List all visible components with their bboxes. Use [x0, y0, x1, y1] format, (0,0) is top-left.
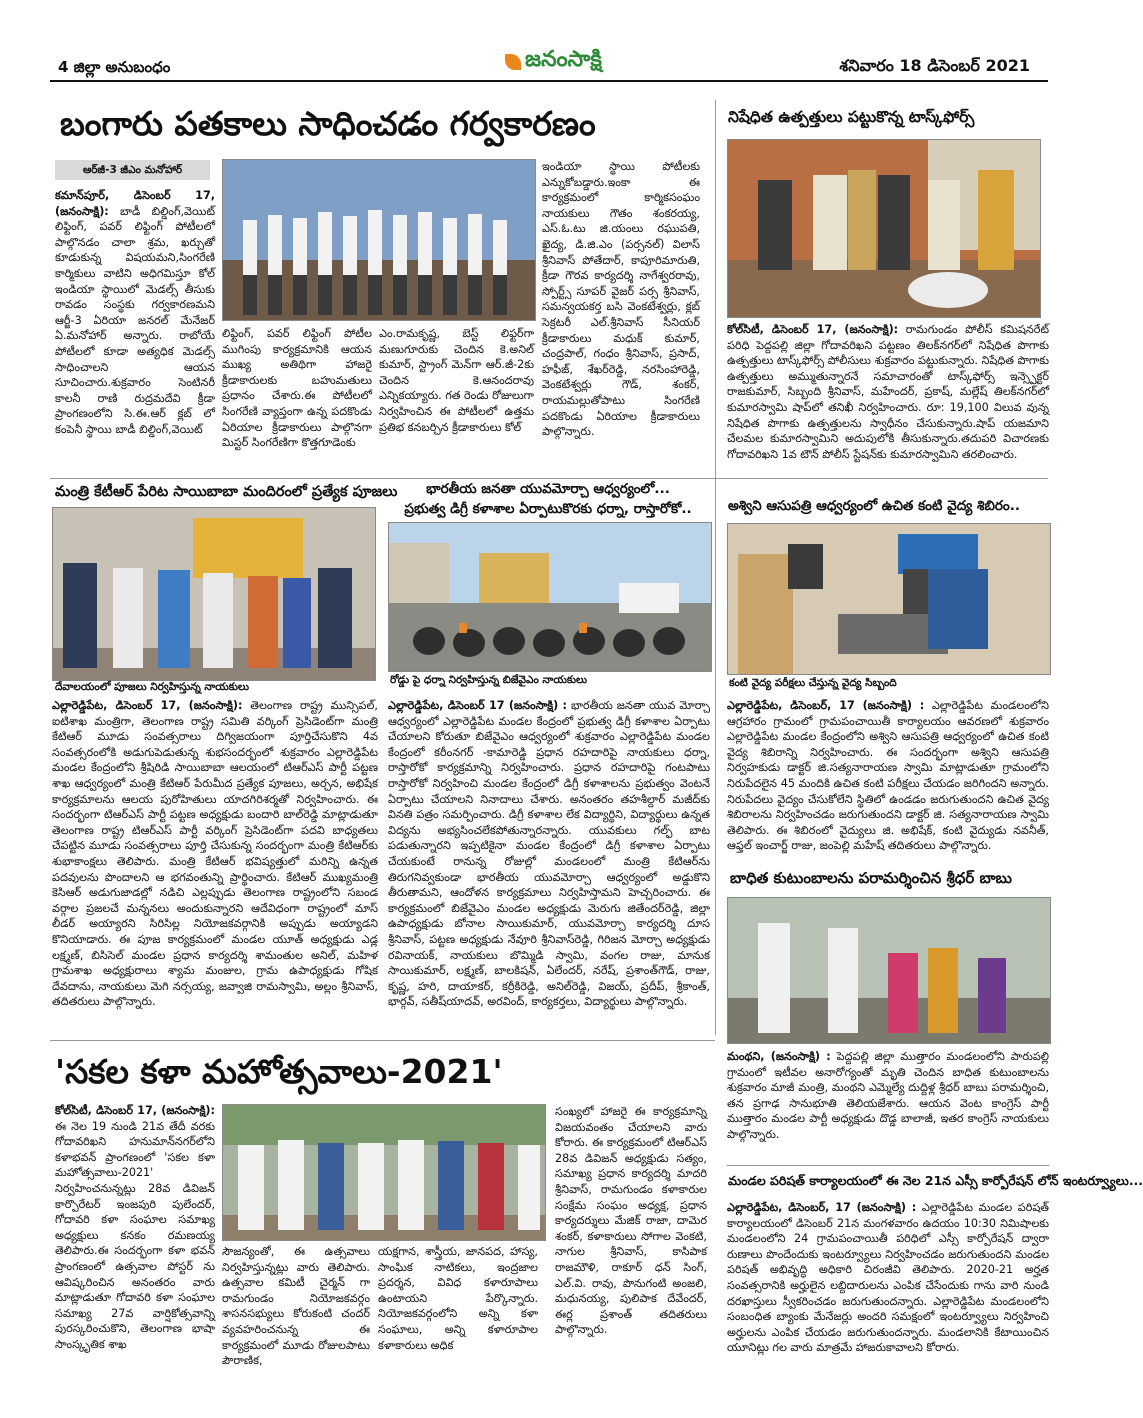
story2-headline: నిషేధిత ఉత్పత్తులు పట్టుకొన్న టాస్క్‌ఫోర్స్ [728, 108, 975, 126]
story4-headline-line2: ప్రభుత్వ డిగ్రీ కళాశాల ఏర్పాటుకొరకు ధర్నా, రాస్తారోకో.. [404, 501, 692, 517]
story3-headline: మంత్రి కేటీఆర్ పేరిట సాయిబాబా మందిరంలో ప్రత్యేక పూజలు [55, 484, 398, 500]
story5-body [727, 698, 1049, 868]
story8-dateline: ఎల్లారెడ్డిపేట, డిసెంబర్, 17 (జనంసాక్షి) : [727, 1201, 917, 1214]
story4-body [388, 698, 710, 1038]
story4-text: భారతీయ జనతా యువ మోర్చా ఆధ్వర్యంలో ఎల్లారెడ్డిపేట మండల కేంద్రంలో ప్రభుత్వ డిగ్రీ కళాశాల ఏర్పాటు చేయాలని కోరుతూ బిజేవైఎం ఆధ్వర్యంలో శుక్రవారం ఎల్లారెడ్డిపేట మండల కేంద్రంలో కరీంనగర్ -కామారెడ్డి ప్రధాన రహదారిపై నాయకులు ధర్నా, రాస్తారోకో కార్యక్రమాన్ని నిర్వహించారు. ప్రధాన రహదారిపై గంటపాటు రాస్తారోకో నిర్వహించి మండల కేంద్రంలో డిగ్రీ కళాశాలను ప్రభుత్వం వెంటనే ఏర్పాటు చేయాలని నినాదాలు చేశారు. అనంతరం తహశీల్దార్ మజీద్‌కు వినతి పత్రం సమర్పించారు. డిగ్రీ కళాశాల లేక విద్యార్థిని, విద్యార్థులు ఉన్నత విద్యను అభ్యసించలేకపోతున్నారన్నారు. యువకులు గల్ఫ్ బాట పడుతున్నారని ఇప్పటికైనా మండల కేంద్రంలో డిగ్రీ కళాశాల ఏర్పాటు చేయకుంటే రానున్న రోజుల్లో మండలంలో మంత్రి కేటిఆర్‌ను తిరుగనివ్వకుండా భారతీయ యువమోర్చా ఆధ్వర్యంలో అడ్డుకొని తీరుతామని, ఆందోళన కార్యక్రమాలు నిర్వహిస్తామని హెచ్చరించారు. ఈ కార్యక్రమంలో బిజేవైఎం మండల అధ్యక్షుడు మెరుగు జితేందర్‌రెడ్డి, జిల్లా ఉపాధ్యక్షుడు బోనాల సాయికుమార్, యువమోర్చా కార్యదర్శి దూస శ్రీనివాస్, పట్టణ అధ్యక్షుడు నేవూరి శ్రీనివాస్‌రెడ్డి, గిరిజన మోర్చా అధ్యక్షుడు రవినాయక్, నాయకులు బొమ్మిడి స్వామి, వంగల రాజు, మానుక సాయికుమార్, లక్ష్మణ్, బాలకిషన్, ఏలేందర్, నరేష్, ప్రశాంత్‌గౌడ్, రాజు, కృష్ణ, హరి, దాయాకర్, కర్రీకిరెడ్డి, అనిల్‌రెడ్డి, విజయ్, ప్రదీప్, శ్రీకాంత్, భార్గవ్, సతీష్‌యాదవ్, అరవింద్, కార్యకర్తలు, విద్యార్థులు పాల్గొన్నారు. [388, 699, 710, 1009]
masthead-logo [505, 48, 602, 76]
story3-caption: దేవాలయంలో పూజలు నిర్వహిస్తున్న నాయకులు [55, 681, 249, 693]
story7-col2 [222, 1244, 370, 1379]
story4-photo [388, 522, 712, 672]
divider-3 [727, 1165, 1049, 1166]
story2-photo [727, 139, 1041, 318]
column-rule [715, 100, 716, 1035]
story6-headline: బాధిత కుటుంబాలను పరామర్శించిన శ్రీధర్ బాబు [730, 869, 1012, 887]
story3-body [52, 698, 378, 1038]
logo-text: జనంసాక్షి [525, 47, 602, 72]
page-label: 4 జిల్లా అనుబంధం [58, 58, 171, 76]
story2-dateline: కోల్‌సిటీ, డిసెంబర్ 17, (జనంసాక్షి): [727, 323, 899, 336]
story4-caption: రోడ్డు పై ధర్నా నిర్వహిస్తున్న బిజేవైఎం నాయకులు [390, 674, 588, 686]
story5-text: ఎల్లారెడ్డిపేట మండలంలోని ఆగ్రహారం గ్రామంలో గ్రామపంచాయితీ కార్యాలయం ఆవరణలో శుక్రవారం ఎల్లారెడ్డిపేట మండల కేంద్రంలోని అశ్విని ఆసుపత్రి ఆధ్వర్యంలో ఉచిత కంటి వైద్య శిబిరాన్ని నిర్వహించారు. ఈ సందర్భంగా అశ్విని ఆసుపత్రి నిర్వహకుడు డాక్టర్ జి.సత్యనారాయణ స్వామి మాట్లాడుతూ గ్రామంలోని నిరుపేదలైన 45 మందికి ఉచిత కంటి పరీక్షలు చేయడం జరిగిందని అన్నారు. నిరుపేదలు వైద్యం చేసుకోలేని స్థితిలో ఉండడం జరుగుతుందని ఉచిత వైద్య శిబిరాలను నిర్వహించడం జరుగుతుందని డాక్టర్ జి. సత్యనారాయణ స్వామి తెలిపారు. ఈ శిబిరంలో వైద్యులు జి. అభిషేక్, కంటి వైద్యుడు నవనీత్, ఆఫ్తల్ ఇంచార్జ్ రాజు, జంపెల్లి మహేష్ తదితరులు పాల్గొన్నారు. [727, 699, 1049, 853]
story4-headline-line1: భారతీయ జనతా యువమోర్చా ఆధ్వర్యంలో... [426, 481, 670, 497]
story7-paragraph-3: యక్షగాన, శాస్త్రీయ, జానపద, హాస్య, సాంఘిక నాటికలు, ఇంద్రజాల ప్రదర్శన, వివిధ కళారూపాలు ఉంటాయని పేర్కొన్నారు. నియోజకవర్గంలోని అన్ని కళా సంఘాలు, అన్ని కళారూపాల కళాకారులు అధిక [378, 1245, 538, 1352]
masthead-date: శనివారం 18 డిసెంబర్ 2021 [839, 56, 1030, 75]
story1-paragraph-3: ఎం.రామకృష్ణ, బెస్ట్ లిఫ్టర్‌గా మణుగూరుకు చెందిన కె.అనిల్ కుమార్, స్ట్రాంగ్ మెన్‌గా ఆర్.జీ-2కు చెందిన కె.ఆనందరావు ఎన్నికయ్యారు. గత రెండు రోజులుగా నిర్వహించిన ఈ పోటీలలో ఉత్తమ ప్రతిభ కనబర్చిన క్రీడాకారులు కోల్ [379, 327, 534, 434]
story7-paragraph-1: ఈ నెల 19 నుండి 21వ తేదీ వరకు గోదావరిఖని హనుమాన్‌నగర్‌లోని కళాభవన్ ప్రాంగణంలో 'సకల కళా మహోత్సవాలు-2021' నిర్వహించనున్నట్లు 28వ డివిజన్ కార్పొరేటర్ ఇంజపురి పులేందర్, గోదావరి కళా సంఘాల సమాఖ్య అధ్యక్షులు కనకం రమణయ్య తెలిపారు.ఈ సందర్భంగా కళా భవన్ ప్రాంగణంలో ఉత్సవాల పోస్టర్ ను ఆవిష్కరించిన అనంతరం వారు మాట్లాడుతూ గోదావరి కళా సంఘాల సమాఖ్య 27వ వార్షికోత్సవాన్ని పురస్కరించుకొని, తెలంగాణ భాషా సాంస్కృతిక శాఖ [55, 1119, 215, 1351]
story7-photo [222, 1104, 546, 1241]
story7-paragraph-4: సంఖ్యలో హాజరై ఈ కార్యక్రమాన్ని విజయవంతం చేయాలని వారు కోరారు. ఈ కార్యక్రమంలో టిఆర్ఎస్ 28వ డివిజన్ అధ్యక్షుడు సత్యం, సమాఖ్య ప్రధాన కార్యదర్శి మాదరి శ్రీనివాస్, రామగుండం కళాకారుల సంక్షేమ సంఘం అధ్యక్ష, ప్రధాన కార్యదర్శులు మేజిక్ రాజా, దామెర శంకర్, కళాకారులు సోగాల వెంకటి, నాగుల శ్రీనివాస్, కాసిపాక రాజమౌళి, రాకూర్ ధన్ సింగ్, ఎల్.వి. రావు, పొనుగంటి అంజలి, మధునయ్య, పులిపాక దేవేందర్, ఈర్ల ప్రశాంత్ తదితరులు పాల్గొన్నారు. [555, 1105, 707, 1337]
story5-caption: కంటి వైద్య పరీక్షలు చేస్తున్న వైద్య సిబ్బంది [729, 677, 897, 689]
story7-col1 [55, 1103, 215, 1378]
logo-leaf-icon [505, 54, 521, 70]
story5-headline: అశ్విని ఆసుపత్రి ఆధ్వర్యంలో ఉచిత కంటి వైద్య శిబిరం.. [728, 498, 1020, 514]
story8-text: ఎల్లారెడ్డిపేట మండల పరిషత్ కార్యాలయంలో డిసెంబర్ 21న మంగళవారం ఉదయం 10:30 నిమిషాలకు మండలంలోని 24 గ్రామపంచాయితీ పరిధిలో ఎస్సీ కార్పోరేషన్ ద్వారా రుణాలు పొందేందుకు ఇంటర్వ్యూలు నిర్వహించడం జరుగుతుందని మండల పరిషత్ అభివృద్ధి అధికారి చిరంజీవి తెలిపారు. 2020-21 అర్హత సంవత్సరానికి అర్హులైన లబ్దిదారులను ఎంపిక చేసేందుకు గాను వారి నుండి దరఖాస్తులు స్వీకరించడం జరుగుతుందన్నారు. ఎల్లారెడ్డిపేట మండలంలోని సంబంధిత బ్యాంకు మేనేజర్లు అందరి సమక్షంలో ఇంటర్వ్యూలు నిర్వహించి అర్హులను ఎంపిక చేయడం జరుగుతుందన్నారు. మండలానికి కేటాయించిన యూనిట్లు గల వారు మాత్రమే హాజరుకావాలని కోరారు. [727, 1201, 1050, 1355]
story1-col1 [55, 188, 215, 528]
story7-headline: 'సకల కళా మహోత్సవాలు-2021' [55, 1052, 503, 1091]
story7-paragraph-2: సౌజన్యంతో, ఈ ఉత్సవాలు నిర్వహిస్తున్నట్లు వారు తెలిపారు. ఉత్సవాల కమిటీ చైర్మన్ గా రామగుండం నియోజకవర్గం శాసనసభ్యులు కోరుకంటి చందర్ వ్యవహరించనున్న ఈ కార్యక్రమంలో మూడు రోజులపాటు పౌరాణిక, [222, 1245, 370, 1368]
divider-2 [50, 1040, 715, 1041]
divider-1 [50, 478, 1048, 479]
story1-col4 [542, 159, 700, 531]
story6-dateline: మంథని, (జనంసాక్షి) : [727, 1050, 831, 1063]
story3-photo [52, 507, 376, 681]
story4-dateline: ఎల్లారెడ్డిపేట, డిసెంబర్ 17 (జనంసాక్షి) : [388, 699, 568, 712]
masthead-rule [50, 80, 1048, 82]
story8-headline: మండల పరిషత్ కార్యాలయంలో ఈ నెల 21న ఎస్సీ కార్పోరేషన్ లోన్ ఇంటర్వ్యూలు... [728, 1173, 1143, 1188]
story2-body [727, 322, 1049, 477]
story7-col4 [555, 1104, 707, 1379]
story3-dateline: ఎల్లారెడ్డిపేట, డిసెంబర్ 17, (జనంసాక్షి): [52, 699, 243, 712]
masthead [50, 48, 1048, 82]
story1-tag: ఆర్‌జీ-3 జీఎం మనోహార్ [55, 160, 210, 180]
story5-photo [727, 523, 1051, 675]
story1-photo [222, 159, 536, 321]
story1-headline: బంగారు పతకాలు సాధించడం గర్వకారణం [60, 104, 596, 143]
story3-text: తెలంగాణ రాష్ట్ర మున్సిపల్, ఐటిశాఖ మంత్రిగా, తెలంగాణ రాష్ట్ర సమితి వర్కింగ్ ప్రెసిడెంట్‌గా మంత్రి కేటిఆర్ మూడు సంవత్సరాలు దిగ్విజయంగా పూర్తిచేసుకొని 4వ సంవత్సరంలోకి అడుగుపెడుతున్న శుభసందర్భంలో శుక్రవారం ఎల్లారెడ్డిపేట మండల కేంద్రంలోని శ్రీషిరిడి సాయిబాబా ఆలయంలో టిఆర్ఎస్ పార్టీ పట్టణ శాఖ ఆధ్వర్యంలో మంత్రి కేటిఆర్ పేరుమీద ప్రత్యేక పూజలు, అర్చన, అభిషేక కార్యక్రమాలను ఆలయ పురోహితులు యాదగిరిశర్మతో నిర్వహించారు. ఈ సందర్భంగా టిఆర్ఎస్ పార్టీ పట్టణ అధ్యక్షుడు బందారి బాల్‌రెడ్డి మాట్లాడుతూ తెలంగాణ రాష్ట్ర టిఆర్ఎస్ పార్టీ వర్కింగ్ ప్రెసిడెంట్‌గా పదవి బాధ్యతలు చేపట్టిన మూడు సంవత్సరాలు పూర్తి చేసుకున్న సందర్భంగా మంత్రి కేటిఆర్‌కు శుభాకాంక్షలు తెలిపారు. మంత్రి కేటిఆర్ భవిష్యత్తులో మరిన్ని ఉన్నత పదవులను పొందాలని ఆ భగవంతున్ని ప్రార్థించారు. కేటిఆర్ ముఖ్యమంత్రి కెసిఆర్ అడుగుజాడల్లో నడిచి ఎల్లప్పుడు తెలంగాణ రాష్ట్రంలోని సబండ వర్గాల ప్రజలచే మన్ననలు అందుకున్నారని ఆదేవిధంగా రాష్ట్రంలో మాస్ లీడర్ అయ్యారని సిరిసిల్ల నియోజకవర్గానికి అప్పుడు అయ్యాడని కొనియాడారు. ఈ పూజ కార్యక్రమంలో మండల యూత్ అధ్యక్షుడు ఎడ్ల లక్ష్మణ్, బిసిసెల్ మండల ప్రధాన కార్యదర్శి శామంతుల అనిల్, మహిళ గ్రామశాఖ అధ్యక్షురాలు శ్యామ మంజుల, గ్రామ ఉపాధ్యక్షుడు గోషిక దేవదాను, నాయకులు మెగి నర్సయ్య, జవ్వాజి రామస్వామి, అల్లం శ్రీనివాస్, తదితరులు పాల్గొన్నారు. [52, 699, 378, 1009]
story2-text: రామగుండం పోలీస్ కమిషనరేట్ పరిధి పెద్దపల్లి జిల్లా గోదావరిఖని పట్టణం తిలక్‌నగర్‌లో నిషేధిత పొగాకు ఉత్పత్తులు టాస్క్‌ఫోర్స్ పోలీసులు శుక్రవారం పట్టుకున్నారు. నిషేధిత పొగాకు ఉత్పత్తులు అమ్ముతున్నారనే సమాచారంతో టాస్క్‌ఫోర్స్ ఇన్స్పెక్టర్ రాజకుమార్, సిబ్బంది శ్రీనివాస్, మహేందర్, ప్రకాష్, మల్లేష్ తిలక్‌నగర్‌లో కుమారస్వామి షాప్‌లో తనిఖీ నిర్వహించారు. రూ: 19,100 విలువ వున్న నిషేధిత పొగాకు ఉత్పత్తులను స్వాధీనం చేసుకున్నారు.షాప్ యజమాని చేలమల కుమారస్వామిని అదుపులోకి తీసుకున్నారు.తదుపరి విచారణకు గోదావరిఖని 1వ టౌన్ పోలీస్ స్టేషన్‌కు కుమారస్వామిని తరలించారు. [727, 323, 1050, 461]
story7-dateline: కోల్‌సిటీ, డిసెంబర్ 17, (జనంసాక్షి): [55, 1104, 215, 1117]
story8-body [727, 1200, 1049, 1380]
story1-paragraph-1: బాడీ బిల్డింగ్,వెయిట్ లిఫ్టింగ్, పవర్ లిఫ్టింగ్ పోటీలలో పాల్గొనడం చాలా శ్రమ, ఖర్చుతో కూడుకున్న విషయమని,సింగరేణి కార్మికులు వాటిని అధిగమిస్తూ కోల్ ఇండియా స్థాయిలో మెడల్స్ తీసుకు రావడం సంస్థకు గర్వకారణమని ఆర్జీ-3 ఏరియా జనరల్ మేనేజర్ ఏ.మనోహార్ అన్నారు. రాబోయే పోటీలలో కూడా అత్యధిక మెడల్స్ సాధించాలని ఆయన సూచించారు.శుక్రవారం సెంటినరీ కాలనీ రాణి రుద్రమదేవి క్రీడా ప్రాంగణంలోని సి.ఈ.ఆర్ క్లబ్ లో కంపెనీ స్థాయి బాడీ బిల్డింగ్,వెయిట్ [55, 204, 216, 436]
story6-body [727, 1049, 1049, 1144]
story1-paragraph-2: లిఫ్టింగ్, పవర్ లిఫ్టింగ్ పోటీల ముగింపు కార్యక్రమానికి ఆయన ముఖ్య అతిథిగా హాజరై క్రీడాకారులకు బహుమతులు ప్రధానం చేశారు.ఈ పోటీలలో సింగరేణి వ్యాప్తంగా ఉన్న పదకొండు ఏరియాల క్రీడాకారులు పాల్గొనగా మిస్టర్ సింగరేణిగా కొత్తగూడెంకు [222, 327, 372, 450]
story6-text: పెద్దపల్లి జిల్లా ముత్తారం మండలంలోని పారుపల్లి గ్రామంలో ఇటీవల అనారోగ్యంతో మృతి చెందిన బాధిత కుటుంబాలను శుక్రవారం మాజీ మంత్రి, మంథని ఎమ్మెల్యే దుద్దిళ్ల శ్రీధర్ బాబు పరామర్శించి, తన ప్రగాఢ సానుభూతి తెలియజేశారు. ఆయన వెంట కాంగ్రెస్ పార్టీ ముత్తారం మండల పార్టీ అధ్యక్షుడు దొడ్డ బాలాజీ, ఇతర కాంగ్రెస్ నాయకులు పాల్గొన్నారు. [727, 1050, 1049, 1141]
story7-col3 [378, 1244, 538, 1379]
story6-photo [727, 897, 1051, 1044]
story1-dateline: కమాన్‌పూర్, డిసెంబర్ 17, (జనంసాక్షి): [55, 189, 215, 218]
story5-dateline: ఎల్లారెడ్డిపేట, డిసెంబర్, 17 (జనంసాక్షి) : [727, 699, 925, 712]
story1-paragraph-4: ఇండియా స్థాయి పోటీలకు ఎన్నుకోబడ్డారు.ఇంకా ఈ కార్యక్రమంలో కార్మికసంఘం నాయకులు గౌతం శంకరయ్య, ఎస్.ఓ.టు జి.యంలు రఘుపతి, ఖైద్య, డి.జి.ఎం (పర్సనల్) విలాస్ శ్రీనివాస్ పోతేదార్, కాపూరిమారుతి, క్రీడా గౌరవ కార్యదర్శి నాగేశ్వరరావు, స్పోర్ట్స్ సూపర్ వైజర్ పర్స శ్రీనివాస్, సమన్వయకర్త బసి వెంకటేశ్వర్లు, క్లబ్ సెక్రటరీ ఎల్.శ్రీనివాస్ సీనియర్ క్రీడాకారులు మధుక్ కుమార్, చంద్రపాల్, గంధం శ్రీనివాస్, ప్రసాద్, హఫీజ్, శేఖర్‌రెడ్డి, నరసింహారెడ్డి, వెంకటేశ్వర్లు గౌడ్, శంకర్, రాయమల్లుతోపాటు సింగరేణి పదకొండు ఏరియాల క్రీడాకారులు పాల్గొన్నారు. [542, 160, 700, 439]
